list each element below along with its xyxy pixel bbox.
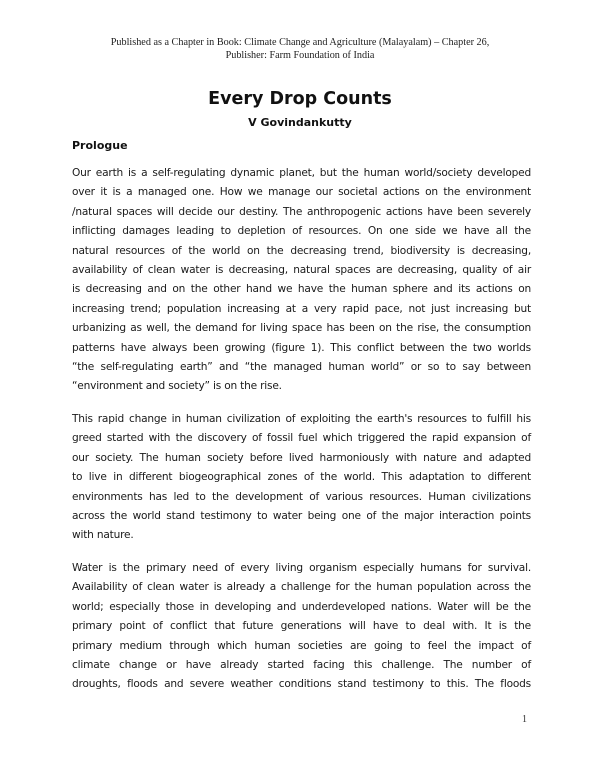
paragraph-line: Availability of clean water is already a challenge for the human population across the [72, 581, 531, 594]
paragraph-line: greed started with the discovery of fossil fuel which triggered the rapid expansion of [72, 432, 531, 445]
paragraph-line: This rapid change in human civilization of exploiting the earth's resources to fulfill his [72, 413, 531, 425]
paragraph-line: availability of clean water is decreasing, natural spaces are decreasing, quality of air [72, 263, 531, 276]
paragraph-line: increasing trend; population increasing at a very rapid pace, not just increasing but [72, 302, 531, 315]
paragraph-line: world; especially those in developing and underdeveloped nations. Water will be the [72, 600, 531, 613]
paragraph-line: climate change or have already started facing this challenge. The number of [72, 658, 531, 671]
paragraph-line: is decreasing and on the other hand we have the human sphere and its actions on [72, 283, 531, 296]
paragraph-line: patterns have always been growing (figure 1). This conflict between the two worlds [72, 341, 531, 354]
paragraph-line: “environment and society” is on the rise. [72, 380, 282, 393]
paragraph-line: environments has led to the development of various resources. Human civilizations [72, 490, 531, 503]
paragraph-line: with nature. [72, 529, 134, 542]
paragraph-line: inflicting damages leading to depletion of resources. On one side we have all the [72, 225, 531, 238]
paragraph-line: to live in different biogeographical zones of the world. This adaptation to different [72, 471, 531, 484]
paragraph-line: primary point of conflict that future generations will have to deal with. It is the [72, 620, 531, 633]
paragraph-line: /natural spaces will decide our destiny. The anthropogenic actions have been severely [72, 205, 531, 218]
header-line-1: Published as a Chapter in Book: Climate Change and Agriculture (Malayalam) – Chapter 26, [110, 37, 490, 48]
paragraph-line: over it is a managed one. How we manage our societal actions on the environment [72, 186, 531, 199]
author-name: V Govindankutty [248, 116, 352, 129]
paragraph-2 [72, 410, 531, 546]
paragraph-line: natural resources of the world on the decreasing trend, biodiversity is decreasing, [72, 244, 531, 257]
page-number: 1 [522, 714, 527, 725]
paragraph-3 [72, 559, 531, 695]
paragraph-line: droughts, floods and severe weather conditions stand testimony to this. The floods [72, 678, 531, 691]
paragraph-line: “the self-regulating earth” and “the managed human world” or so to say between [72, 360, 531, 373]
paragraph-line: Water is the primary need of every living organism especially humans for survival. [72, 562, 531, 574]
header-line-2: Publisher: Farm Foundation of India [225, 50, 375, 61]
paragraph-line: primary medium through which human societies are going to feel the impact of [72, 639, 531, 652]
paragraph-1 [72, 164, 531, 397]
document-title: Every Drop Counts [208, 89, 392, 109]
paragraph-line: across the world stand testimony to water being one of the major interaction points [72, 509, 531, 522]
publication-header [40, 36, 560, 62]
paragraph-line: urbanizing as well, the demand for living space has been on the rise, the consumption [72, 322, 531, 335]
paragraph-line: Our earth is a self-regulating dynamic planet, but the human world/society developed [72, 167, 531, 179]
paragraph-line: our society. The human society before lived harmoniously with nature and adapted [72, 451, 531, 464]
section-heading: Prologue [72, 139, 128, 152]
